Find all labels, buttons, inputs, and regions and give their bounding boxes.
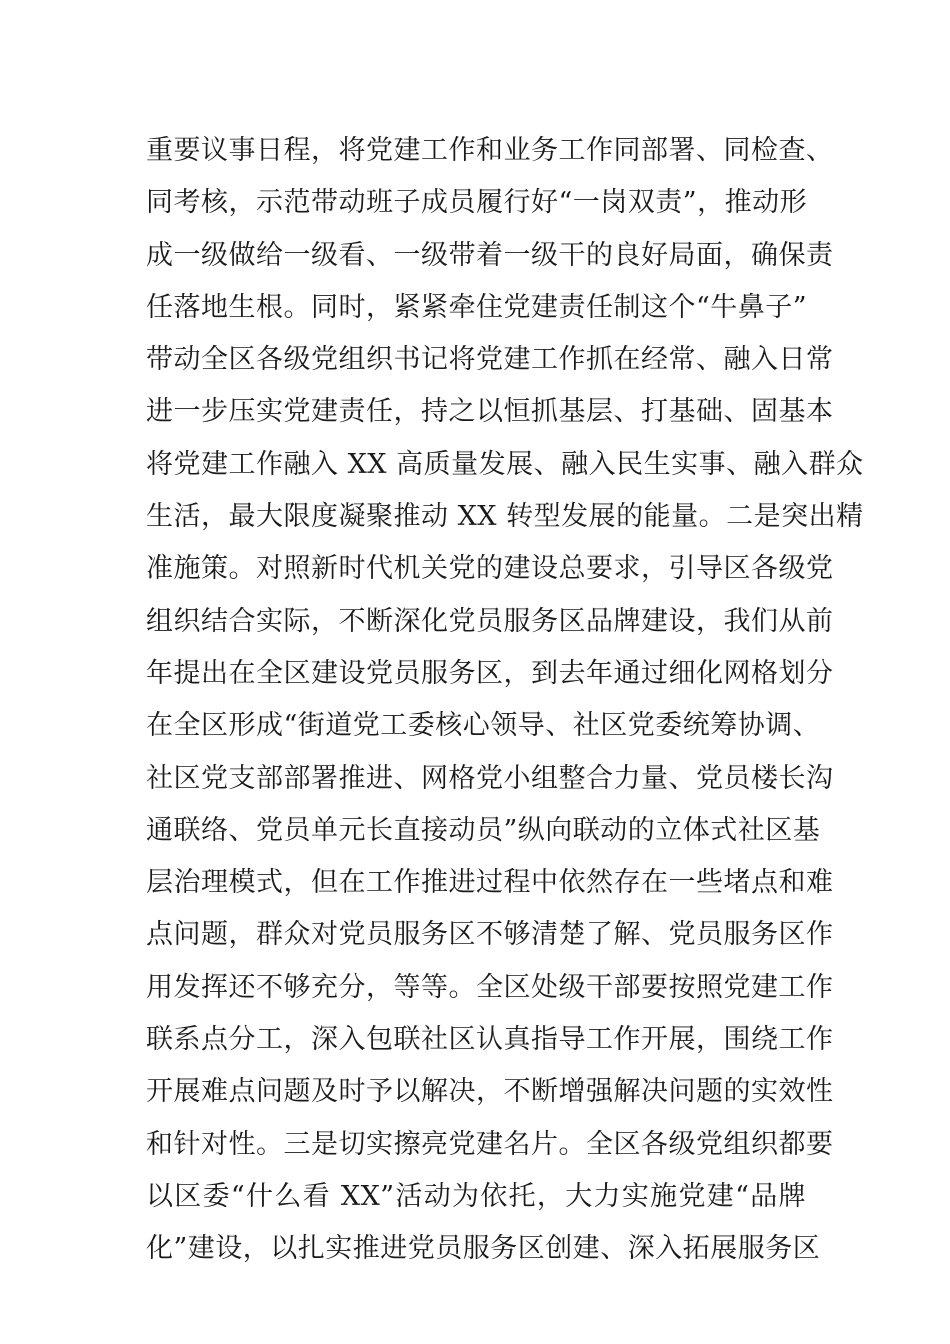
text-line: 成一级做给一级看、一级带着一级干的良好局面，确保责: [146, 239, 834, 271]
text-line: 年提出在全区建设党员服务区，到去年通过细化网格划分: [146, 657, 834, 689]
text-line: 准施策。对照新时代机关党的建设总要求，引导区各级党: [146, 553, 834, 585]
text-line: 在全区形成“街道党工委核心领导、社区党委统筹协调、: [146, 710, 821, 742]
text-line: 重要议事日程，将党建工作和业务工作同部署、同检查、: [146, 135, 834, 166]
text-line: 带动全区各级党组织书记将党建工作抓在经常、融入日常: [146, 344, 834, 376]
text-line: 和针对性。三是切实擦亮党建名片。全区各级党组织都要: [146, 1128, 834, 1160]
text-line: 同考核，示范带动班子成员履行好“一岗双责”，推动形: [146, 187, 808, 219]
body-text: [146, 125, 864, 1276]
text-line: 将党建工作融入 XX 高质量发展、融入民生实事、融入群众: [146, 448, 864, 480]
text-line: 用发挥还不够充分，等等。全区处级干部要按照党建工作: [146, 971, 834, 1003]
text-line: 通联络、党员单元长直接动员”纵向联动的立体式社区基: [146, 814, 821, 846]
text-line: 以区委“什么看 XX”活动为依托，大力实施党建“品牌: [146, 1180, 806, 1212]
text-line: 联系点分工，深入包联社区认真指导工作开展，围绕工作: [146, 1024, 834, 1056]
text-line: 层治理模式，但在工作推进过程中依然存在一些堵点和难: [146, 867, 834, 899]
text-line: 化”建设，以扎实推进党员服务区创建、深入拓展服务区: [146, 1233, 821, 1265]
text-line: 开展难点问题及时予以解决，不断增强解决问题的实效性: [146, 1076, 834, 1108]
text-line: 组织结合实际，不断深化党员服务区品牌建设，我们从前: [146, 605, 834, 637]
text-line: 社区党支部部署推进、网格党小组整合力量、党员楼长沟: [146, 762, 834, 794]
text-line: 生活，最大限度凝聚推动 XX 转型发展的能量。二是突出精: [146, 501, 864, 533]
text-line: 点问题，群众对党员服务区不够清楚了解、党员服务区作: [146, 919, 834, 951]
text-line: 进一步压实党建责任，持之以恒抓基层、打基础、固基本: [146, 396, 834, 428]
text-line: 任落地生根。同时，紧紧牵住党建责任制这个“牛鼻子”: [146, 291, 808, 323]
